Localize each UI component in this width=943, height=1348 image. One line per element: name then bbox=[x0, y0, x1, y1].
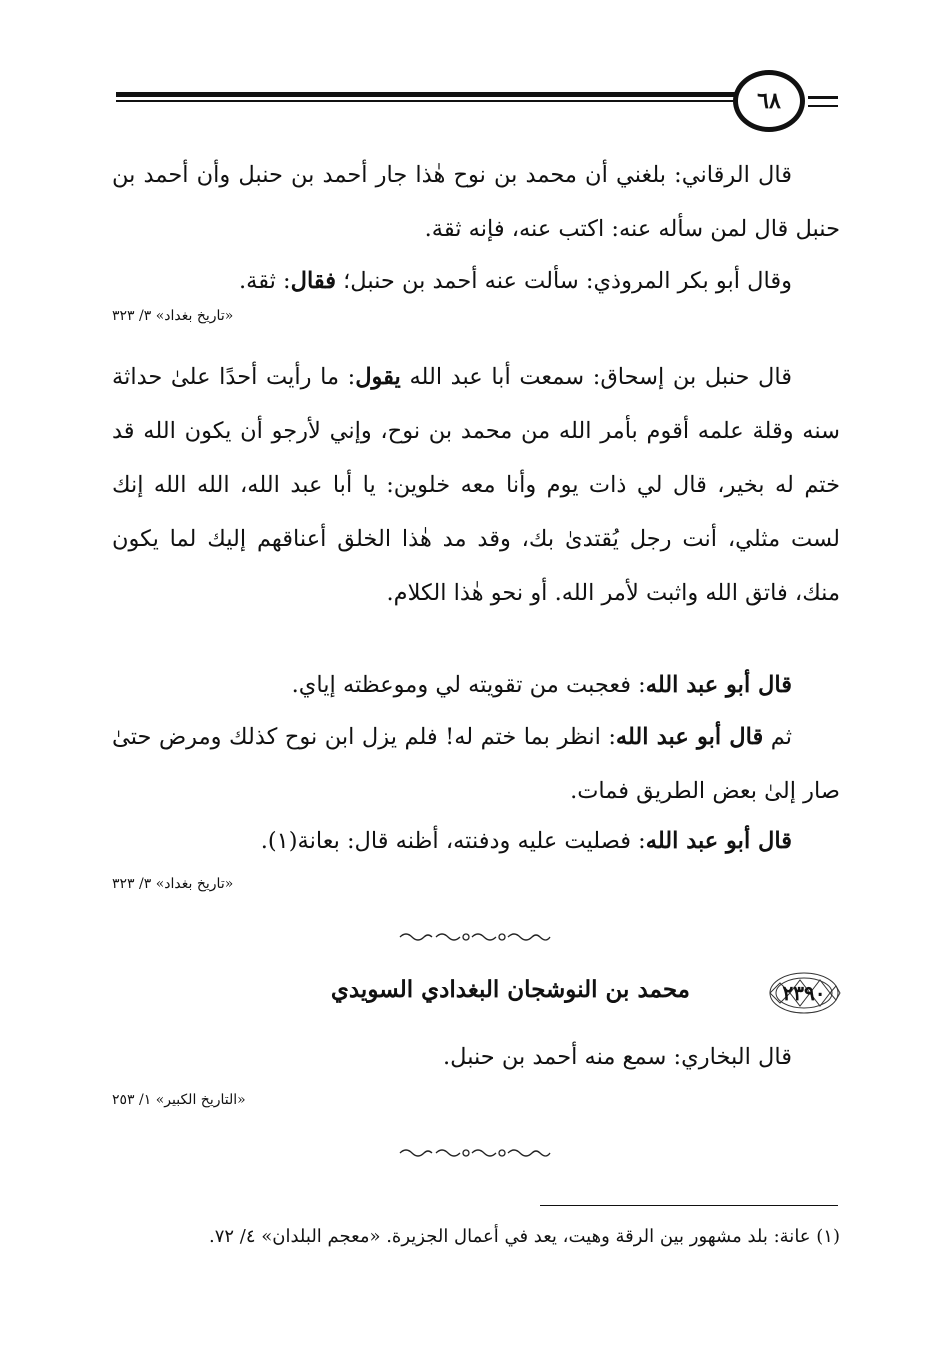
paragraph-4-bold: قال أبو عبد الله bbox=[645, 672, 792, 698]
entry-number: ٢٣٩٠ bbox=[782, 981, 826, 1005]
paragraph-4 bbox=[112, 658, 840, 712]
source-citation-2-text: «تاريخ بغداد» ٣/ ٣٢٣ bbox=[112, 876, 234, 892]
header-rule bbox=[116, 88, 736, 108]
paragraph-6 bbox=[112, 814, 840, 868]
paragraph-6-after: : فصليت عليه ودفنته، أظنه قال: بعانة(١). bbox=[260, 828, 646, 854]
paragraph-6-bold: قال أبو عبد الله bbox=[645, 828, 792, 854]
ornament-divider-icon bbox=[396, 1146, 556, 1160]
entry-number-badge bbox=[766, 970, 842, 1016]
paragraph-3-before: قال حنبل بن إسحاق: سمعت أبا عبد الله bbox=[400, 364, 792, 390]
paragraph-4-after: : فعجبت من تقويته لي وموعظته إياي. bbox=[291, 672, 646, 698]
source-citation-1-text: «تاريخ بغداد» ٣/ ٣٢٣ bbox=[112, 308, 234, 324]
header-rule-right bbox=[808, 96, 838, 107]
paragraph-2-after: : ثقة. bbox=[239, 268, 291, 294]
paragraph-3-after: : ما رأيت أحدًا علىٰ حداثة سنه وقلة علمه أقوم بأمر الله من محمد بن نوح، وإني لأرجو أن يكون الله قد ختم له بخير، قال لي ذات يوم وأنا معه خلوين: يا أبا عبد الله، الله الله إنك لست مثلي، أنت رجل يُقتدىٰ بك، وقد مد هٰذا الخلق أعناقهم إليك لما يكون منك، فاتق الله واثبت لأمر الله. أو نحو هٰذا الكلام. bbox=[112, 364, 840, 606]
paragraph-3-bold: يقول bbox=[355, 364, 401, 390]
entry-text-content: قال البخاري: سمع منه أحمد بن حنبل. bbox=[443, 1044, 792, 1070]
page-number-text: ٦٨ bbox=[757, 88, 781, 114]
paragraph-2 bbox=[112, 254, 840, 308]
paragraph-2-before: وقال أبو بكر المروذي: سألت عنه أحمد بن حنبل؛ bbox=[335, 268, 792, 294]
paragraph-1-text: قال الرقاني: بلغني أن محمد بن نوح هٰذا جار أحمد بن حنبل وأن أحمد بن حنبل قال لمن سأله عنه: اكتب عنه، فإنه ثقة. bbox=[112, 162, 840, 242]
ornament-divider-icon bbox=[396, 930, 556, 944]
paragraph-5-bold: قال أبو عبد الله bbox=[615, 724, 764, 750]
page-number bbox=[733, 70, 805, 132]
paragraph-3 bbox=[112, 350, 840, 620]
entry-title: محمد بن النوشجان البغدادي السويدي bbox=[330, 976, 690, 1003]
paragraph-5 bbox=[112, 710, 840, 818]
footnote-text: (١) عانة: بلد مشهور بين الرقة وهيت، يعد في أعمال الجزيرة. «معجم البلدان» ٤/ ٧٢. bbox=[208, 1226, 840, 1247]
paragraph-5-before: ثم bbox=[763, 724, 792, 750]
source-citation-3-text: «التاريخ الكبير» ١/ ٢٥٣ bbox=[112, 1092, 246, 1108]
source-citation-2 bbox=[112, 876, 840, 892]
paragraph-2-bold: فقال bbox=[290, 268, 336, 294]
footnote bbox=[112, 1222, 840, 1252]
source-citation-1 bbox=[112, 308, 840, 324]
footnote-separator bbox=[540, 1205, 838, 1206]
entry-text bbox=[112, 1030, 840, 1084]
paragraph-1 bbox=[112, 148, 840, 256]
paragraph-5-after: : انظر بما ختم له! فلم يزل ابن نوح كذلك ومرض حتىٰ صار إلىٰ بعض الطريق فمات. bbox=[112, 724, 840, 804]
source-citation-3 bbox=[112, 1092, 840, 1108]
